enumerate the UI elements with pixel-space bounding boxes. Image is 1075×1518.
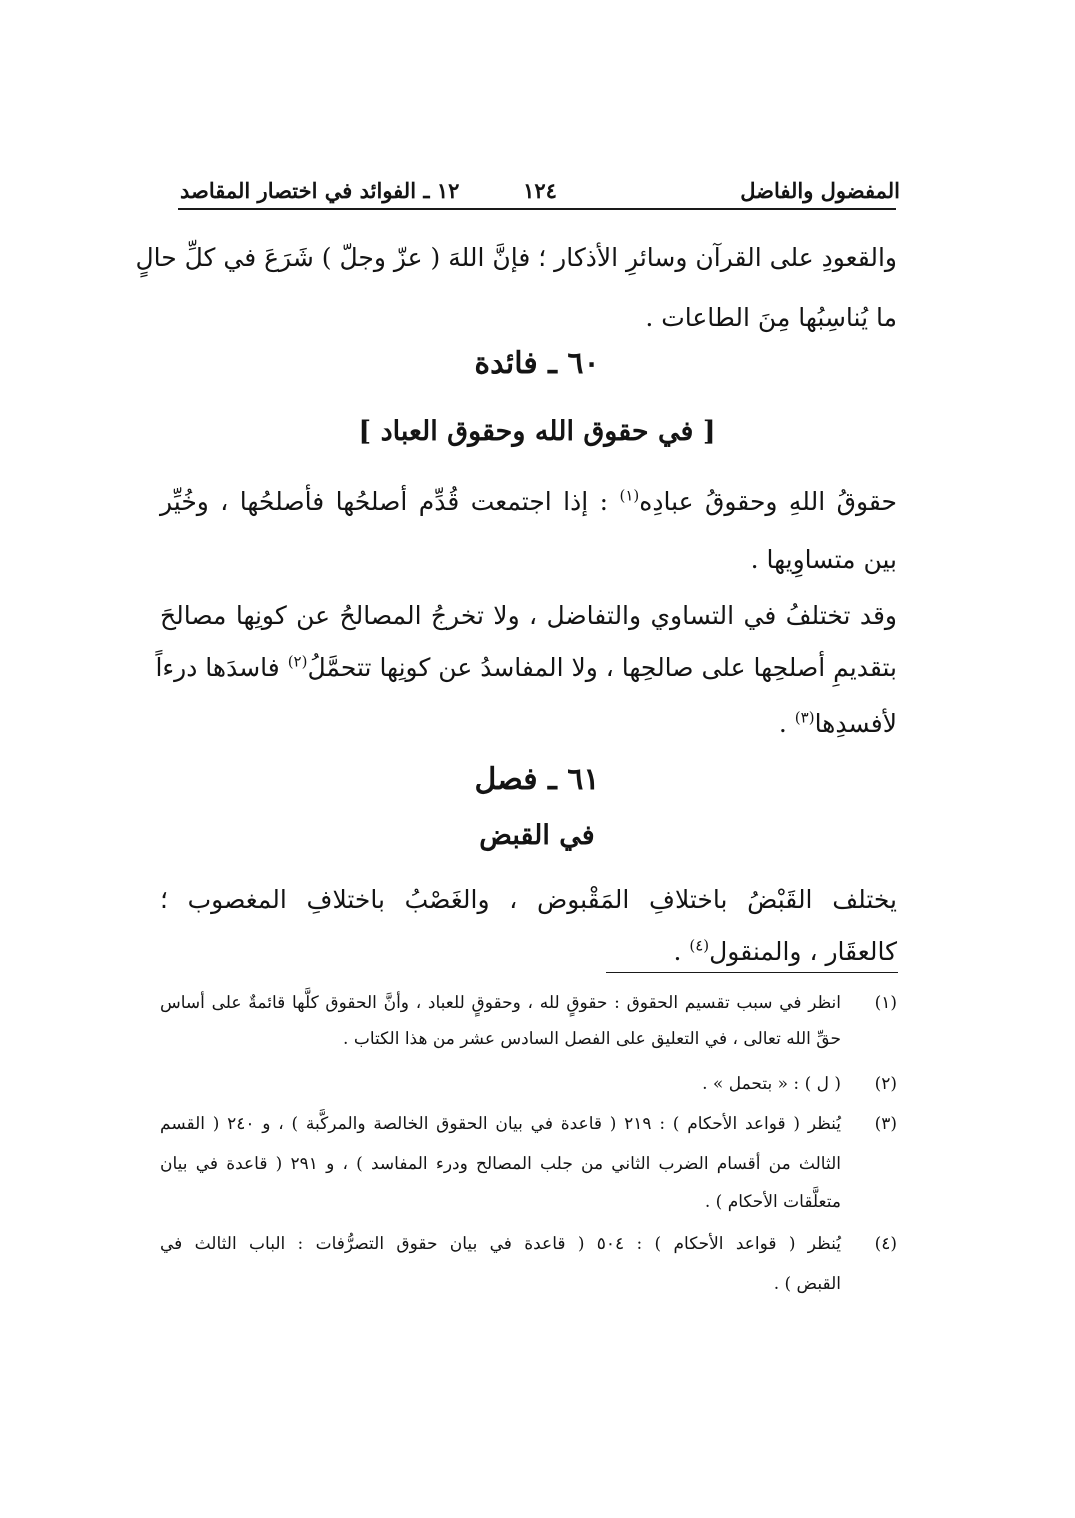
section-60-paragraph-2-line-2 [155, 648, 897, 688]
footnote-ref-2[interactable]: (٢) [287, 652, 308, 671]
footnote-3 [160, 1106, 897, 1214]
footnote-line: متعلَّقات الأحكام ) . [704, 1192, 841, 1212]
footnote-4 [160, 1226, 897, 1302]
footnote-number: (١) [874, 993, 897, 1013]
section-60-paragraph-2-line-1: وقد تختلفُ في التساوي والتفاضل ، ولا تخرجُ المصالحُ عن كونِها مصالحَ [160, 601, 897, 630]
text-run: : إذا اجتمعت قُدِّم أصلحُها فأصلحُها ، وخُيِّر [160, 487, 620, 516]
footnote-line: حقِّ الله تعالى ، في التعليق على الفصل السادس عشر من هذا الكتاب . [343, 1029, 841, 1049]
footnote-line: القبض ) . [773, 1274, 841, 1294]
section-61-heading: ٦١ ـ فصل [474, 762, 600, 797]
footnote-line: انظر في سبب تقسيم الحقوق : حقوقٍ لله ، وحقوقٍ للعباد ، وأنَّ الحقوق كلَّها قائمةٌ على أساس [160, 993, 841, 1013]
intro-line-1: والقعودِ على القرآن وسائرِ الأذكار ؛ فإنَّ اللهَ ( عزّ وجلّ ) شَرَعَ في كلِّ حالٍ [135, 243, 897, 272]
footnote-1 [160, 985, 897, 1057]
intro-line-2: ما يُناسِبُها مِنَ الطاعات . [645, 303, 897, 332]
footnote-number: (٣) [874, 1114, 897, 1134]
footnote-line: ( ل ) : « بتحمل » . [702, 1074, 841, 1094]
footnote-ref-3[interactable]: (٣) [794, 708, 815, 727]
text-run: . [778, 709, 795, 738]
footnote-2 [160, 1066, 897, 1102]
section-60-subheading: [ في حقوق الله وحقوق العباد ] [358, 416, 716, 447]
footnote-line: الثالث من أقسام الضرب الثاني من جلب المصالح ودرء المفاسد ) ، و ٢٩١ ( قاعدة في بيان [160, 1154, 841, 1174]
text-run: كالعقَار ، والمنقول [709, 937, 897, 966]
text-run: حقوقُ اللهِ وحقوقُ عبادِه [639, 487, 897, 516]
text-run: لأفسدِها [814, 709, 897, 738]
footnote-number: (٤) [874, 1234, 897, 1254]
header-rule [178, 208, 896, 210]
footnote-ref-4[interactable]: (٤) [689, 936, 710, 955]
text-run: فاسدَها درءاً [155, 653, 288, 682]
section-61-paragraph-line-1: يختلف القَبْضُ باختلافِ المَقْبوض ، والغَصْبُ باختلافِ المغصوب ؛ [160, 885, 897, 914]
page-number: ١٢٤ [523, 178, 557, 203]
section-60-heading: ٦٠ ـ فائدة [474, 346, 600, 381]
section-60-paragraph-2-line-3 [779, 704, 897, 744]
section-61-subheading: في القبض [479, 820, 595, 851]
running-head-chapter: ١٢ ـ الفوائد في اختصار المقاصد [180, 178, 460, 203]
running-head-book-title: المفضول والفاضل [740, 178, 900, 203]
footnote-ref-1[interactable]: (١) [619, 486, 640, 505]
footnote-separator [606, 972, 898, 973]
footnote-line: يُنظر ( قواعد الأحكام ) : ٥٠٤ ( قاعدة في بيان حقوق التصرُّفات : الباب الثالث في [160, 1234, 841, 1254]
text-run: . [673, 937, 690, 966]
footnote-line: يُنظر ( قواعد الأحكام ) : ٢١٩ ( قاعدة في بيان الحقوق الخالصة والمركَّبة ) ، و ٢٤٠ ( القسم [160, 1114, 842, 1134]
text-run: بتقديمِ أصلحِها على صالحِها ، ولا المفاسدُ عن كونِها تتحمَّلُ [307, 653, 897, 682]
section-60-paragraph-1-line-1 [160, 482, 897, 522]
section-61-paragraph-line-2 [673, 932, 897, 972]
footnote-number: (٢) [874, 1074, 897, 1094]
section-60-paragraph-1-line-2: بين متساوِيها . [750, 545, 897, 574]
